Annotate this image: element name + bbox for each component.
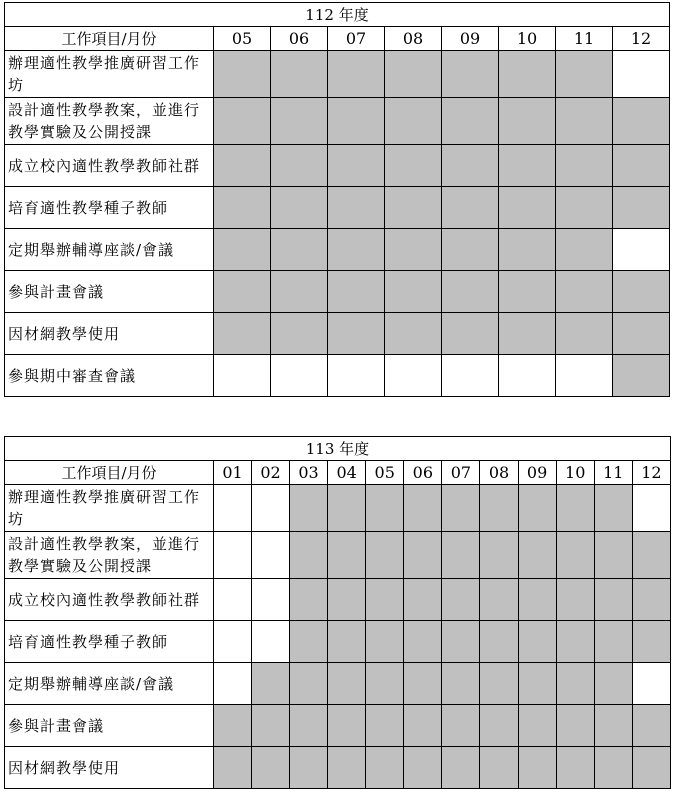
scheduled-month-cell xyxy=(518,663,556,705)
scheduled-month-cell xyxy=(613,145,670,187)
empty-month-cell xyxy=(214,532,252,579)
scheduled-month-cell xyxy=(594,621,632,663)
empty-month-cell xyxy=(252,532,290,579)
scheduled-month-cell xyxy=(271,145,328,187)
scheduled-month-cell xyxy=(328,485,366,532)
task-name: 參與計畫會議 xyxy=(5,271,214,313)
empty-month-cell xyxy=(632,485,670,532)
scheduled-month-cell xyxy=(613,271,670,313)
scheduled-month-cell xyxy=(442,98,499,145)
scheduled-month-cell xyxy=(480,485,518,532)
month-header-row xyxy=(5,461,671,485)
scheduled-month-cell xyxy=(556,705,594,747)
scheduled-month-cell xyxy=(385,313,442,355)
scheduled-month-cell xyxy=(480,663,518,705)
scheduled-month-cell xyxy=(328,621,366,663)
task-month-header: 工作項目/月份 xyxy=(5,27,214,51)
scheduled-month-cell xyxy=(252,663,290,705)
scheduled-month-cell xyxy=(556,229,613,271)
task-name: 設計適性教學教案，並進行教學實驗及公開授課 xyxy=(5,532,214,579)
scheduled-month-cell xyxy=(556,579,594,621)
scheduled-month-cell xyxy=(632,621,670,663)
scheduled-month-cell xyxy=(442,621,480,663)
task-name: 培育適性教學種子教師 xyxy=(5,187,214,229)
task-row xyxy=(5,485,671,532)
task-row xyxy=(5,532,671,579)
task-row xyxy=(5,51,670,98)
empty-month-cell xyxy=(214,355,271,397)
month-header: 10 xyxy=(556,461,594,485)
empty-month-cell xyxy=(613,51,670,98)
month-header: 12 xyxy=(632,461,670,485)
scheduled-month-cell xyxy=(328,313,385,355)
scheduled-month-cell xyxy=(632,705,670,747)
scheduled-month-cell xyxy=(385,51,442,98)
month-header: 11 xyxy=(556,27,613,51)
scheduled-month-cell xyxy=(385,145,442,187)
scheduled-month-cell xyxy=(480,705,518,747)
scheduled-month-cell xyxy=(594,579,632,621)
empty-month-cell xyxy=(385,355,442,397)
scheduled-month-cell xyxy=(328,187,385,229)
scheduled-month-cell xyxy=(271,98,328,145)
task-row xyxy=(5,187,670,229)
empty-month-cell xyxy=(556,355,613,397)
scheduled-month-cell xyxy=(480,579,518,621)
task-row xyxy=(5,663,671,705)
scheduled-month-cell xyxy=(271,271,328,313)
month-header: 06 xyxy=(271,27,328,51)
month-header: 12 xyxy=(613,27,670,51)
empty-month-cell xyxy=(214,579,252,621)
scheduled-month-cell xyxy=(442,579,480,621)
scheduled-month-cell xyxy=(499,229,556,271)
task-name: 成立校內適性教學教師社群 xyxy=(5,145,214,187)
scheduled-month-cell xyxy=(271,51,328,98)
task-name: 因材網教學使用 xyxy=(5,313,214,355)
schedule-table-113 xyxy=(4,436,671,789)
empty-month-cell xyxy=(499,355,556,397)
schedule-table-112 xyxy=(4,2,670,397)
task-row xyxy=(5,579,671,621)
scheduled-month-cell xyxy=(442,51,499,98)
scheduled-month-cell xyxy=(518,532,556,579)
task-row xyxy=(5,271,670,313)
task-name: 辦理適性教學推廣研習工作坊 xyxy=(5,51,214,98)
scheduled-month-cell xyxy=(556,271,613,313)
scheduled-month-cell xyxy=(594,532,632,579)
scheduled-month-cell xyxy=(613,313,670,355)
scheduled-month-cell xyxy=(556,51,613,98)
scheduled-month-cell xyxy=(442,187,499,229)
scheduled-month-cell xyxy=(290,663,328,705)
scheduled-month-cell xyxy=(328,271,385,313)
scheduled-month-cell xyxy=(594,485,632,532)
scheduled-month-cell xyxy=(404,485,442,532)
empty-month-cell xyxy=(252,579,290,621)
month-header: 07 xyxy=(328,27,385,51)
scheduled-month-cell xyxy=(499,313,556,355)
scheduled-month-cell xyxy=(328,663,366,705)
task-row xyxy=(5,229,670,271)
scheduled-month-cell xyxy=(613,187,670,229)
scheduled-month-cell xyxy=(613,355,670,397)
scheduled-month-cell xyxy=(328,51,385,98)
month-header: 05 xyxy=(366,461,404,485)
scheduled-month-cell xyxy=(328,145,385,187)
task-name: 成立校內適性教學教師社群 xyxy=(5,579,214,621)
scheduled-month-cell xyxy=(366,579,404,621)
task-name: 因材網教學使用 xyxy=(5,747,214,789)
month-header: 04 xyxy=(328,461,366,485)
year-title: 112 年度 xyxy=(5,3,670,27)
scheduled-month-cell xyxy=(499,187,556,229)
year-title: 113 年度 xyxy=(5,437,671,461)
scheduled-month-cell xyxy=(442,145,499,187)
task-row xyxy=(5,621,671,663)
scheduled-month-cell xyxy=(442,663,480,705)
scheduled-month-cell xyxy=(442,271,499,313)
scheduled-month-cell xyxy=(442,313,499,355)
scheduled-month-cell xyxy=(404,532,442,579)
empty-month-cell xyxy=(214,621,252,663)
scheduled-month-cell xyxy=(556,313,613,355)
scheduled-month-cell xyxy=(499,51,556,98)
scheduled-month-cell xyxy=(328,579,366,621)
task-row xyxy=(5,98,670,145)
scheduled-month-cell xyxy=(442,532,480,579)
scheduled-month-cell xyxy=(499,145,556,187)
scheduled-month-cell xyxy=(632,532,670,579)
scheduled-month-cell xyxy=(385,229,442,271)
scheduled-month-cell xyxy=(404,747,442,789)
scheduled-month-cell xyxy=(290,579,328,621)
month-header: 03 xyxy=(290,461,328,485)
month-header-row xyxy=(5,27,670,51)
scheduled-month-cell xyxy=(328,705,366,747)
scheduled-month-cell xyxy=(632,747,670,789)
empty-month-cell xyxy=(271,355,328,397)
scheduled-month-cell xyxy=(290,532,328,579)
scheduled-month-cell xyxy=(480,532,518,579)
scheduled-month-cell xyxy=(556,145,613,187)
scheduled-month-cell xyxy=(328,98,385,145)
month-header: 06 xyxy=(404,461,442,485)
task-row xyxy=(5,747,671,789)
scheduled-month-cell xyxy=(271,187,328,229)
scheduled-month-cell xyxy=(480,621,518,663)
scheduled-month-cell xyxy=(366,485,404,532)
empty-month-cell xyxy=(613,229,670,271)
scheduled-month-cell xyxy=(214,98,271,145)
month-header: 10 xyxy=(499,27,556,51)
month-header: 08 xyxy=(385,27,442,51)
scheduled-month-cell xyxy=(556,532,594,579)
scheduled-month-cell xyxy=(442,705,480,747)
scheduled-month-cell xyxy=(328,229,385,271)
scheduled-month-cell xyxy=(214,705,252,747)
scheduled-month-cell xyxy=(290,621,328,663)
scheduled-month-cell xyxy=(480,747,518,789)
scheduled-month-cell xyxy=(594,747,632,789)
task-name: 參與期中審查會議 xyxy=(5,355,214,397)
scheduled-month-cell xyxy=(271,313,328,355)
task-name: 設計適性教學教案，並進行教學實驗及公開授課 xyxy=(5,98,214,145)
scheduled-month-cell xyxy=(214,747,252,789)
scheduled-month-cell xyxy=(499,271,556,313)
scheduled-month-cell xyxy=(442,485,480,532)
scheduled-month-cell xyxy=(556,98,613,145)
scheduled-month-cell xyxy=(594,705,632,747)
task-row xyxy=(5,313,670,355)
scheduled-month-cell xyxy=(556,663,594,705)
scheduled-month-cell xyxy=(594,663,632,705)
scheduled-month-cell xyxy=(214,187,271,229)
scheduled-month-cell xyxy=(328,532,366,579)
scheduled-month-cell xyxy=(442,229,499,271)
empty-month-cell xyxy=(442,355,499,397)
scheduled-month-cell xyxy=(385,271,442,313)
scheduled-month-cell xyxy=(385,98,442,145)
scheduled-month-cell xyxy=(366,532,404,579)
month-header: 01 xyxy=(214,461,252,485)
scheduled-month-cell xyxy=(518,705,556,747)
scheduled-month-cell xyxy=(556,485,594,532)
task-name: 培育適性教學種子教師 xyxy=(5,621,214,663)
task-name: 參與計畫會議 xyxy=(5,705,214,747)
scheduled-month-cell xyxy=(290,705,328,747)
scheduled-month-cell xyxy=(290,485,328,532)
scheduled-month-cell xyxy=(366,747,404,789)
task-name: 辦理適性教學推廣研習工作坊 xyxy=(5,485,214,532)
scheduled-month-cell xyxy=(328,747,366,789)
scheduled-month-cell xyxy=(518,747,556,789)
scheduled-month-cell xyxy=(214,51,271,98)
scheduled-month-cell xyxy=(404,579,442,621)
empty-month-cell xyxy=(328,355,385,397)
task-row xyxy=(5,145,670,187)
month-header: 09 xyxy=(442,27,499,51)
scheduled-month-cell xyxy=(404,705,442,747)
empty-month-cell xyxy=(214,663,252,705)
task-row xyxy=(5,355,670,397)
month-header: 07 xyxy=(442,461,480,485)
scheduled-month-cell xyxy=(404,621,442,663)
empty-month-cell xyxy=(252,485,290,532)
month-header: 02 xyxy=(252,461,290,485)
scheduled-month-cell xyxy=(366,621,404,663)
empty-month-cell xyxy=(632,663,670,705)
task-name: 定期舉辦輔導座談/會議 xyxy=(5,229,214,271)
month-header: 11 xyxy=(594,461,632,485)
empty-month-cell xyxy=(214,485,252,532)
scheduled-month-cell xyxy=(404,663,442,705)
scheduled-month-cell xyxy=(252,705,290,747)
scheduled-month-cell xyxy=(214,229,271,271)
task-name: 定期舉辦輔導座談/會議 xyxy=(5,663,214,705)
scheduled-month-cell xyxy=(556,747,594,789)
empty-month-cell xyxy=(252,621,290,663)
month-header: 08 xyxy=(480,461,518,485)
month-header: 05 xyxy=(214,27,271,51)
scheduled-month-cell xyxy=(366,705,404,747)
scheduled-month-cell xyxy=(271,229,328,271)
scheduled-month-cell xyxy=(613,98,670,145)
scheduled-month-cell xyxy=(556,187,613,229)
task-row xyxy=(5,705,671,747)
scheduled-month-cell xyxy=(499,98,556,145)
scheduled-month-cell xyxy=(518,485,556,532)
scheduled-month-cell xyxy=(442,747,480,789)
scheduled-month-cell xyxy=(518,621,556,663)
scheduled-month-cell xyxy=(214,145,271,187)
scheduled-month-cell xyxy=(252,747,290,789)
scheduled-month-cell xyxy=(518,579,556,621)
month-header: 09 xyxy=(518,461,556,485)
scheduled-month-cell xyxy=(385,187,442,229)
scheduled-month-cell xyxy=(556,621,594,663)
task-month-header: 工作項目/月份 xyxy=(5,461,214,485)
scheduled-month-cell xyxy=(366,663,404,705)
scheduled-month-cell xyxy=(632,579,670,621)
scheduled-month-cell xyxy=(290,747,328,789)
scheduled-month-cell xyxy=(214,313,271,355)
scheduled-month-cell xyxy=(214,271,271,313)
